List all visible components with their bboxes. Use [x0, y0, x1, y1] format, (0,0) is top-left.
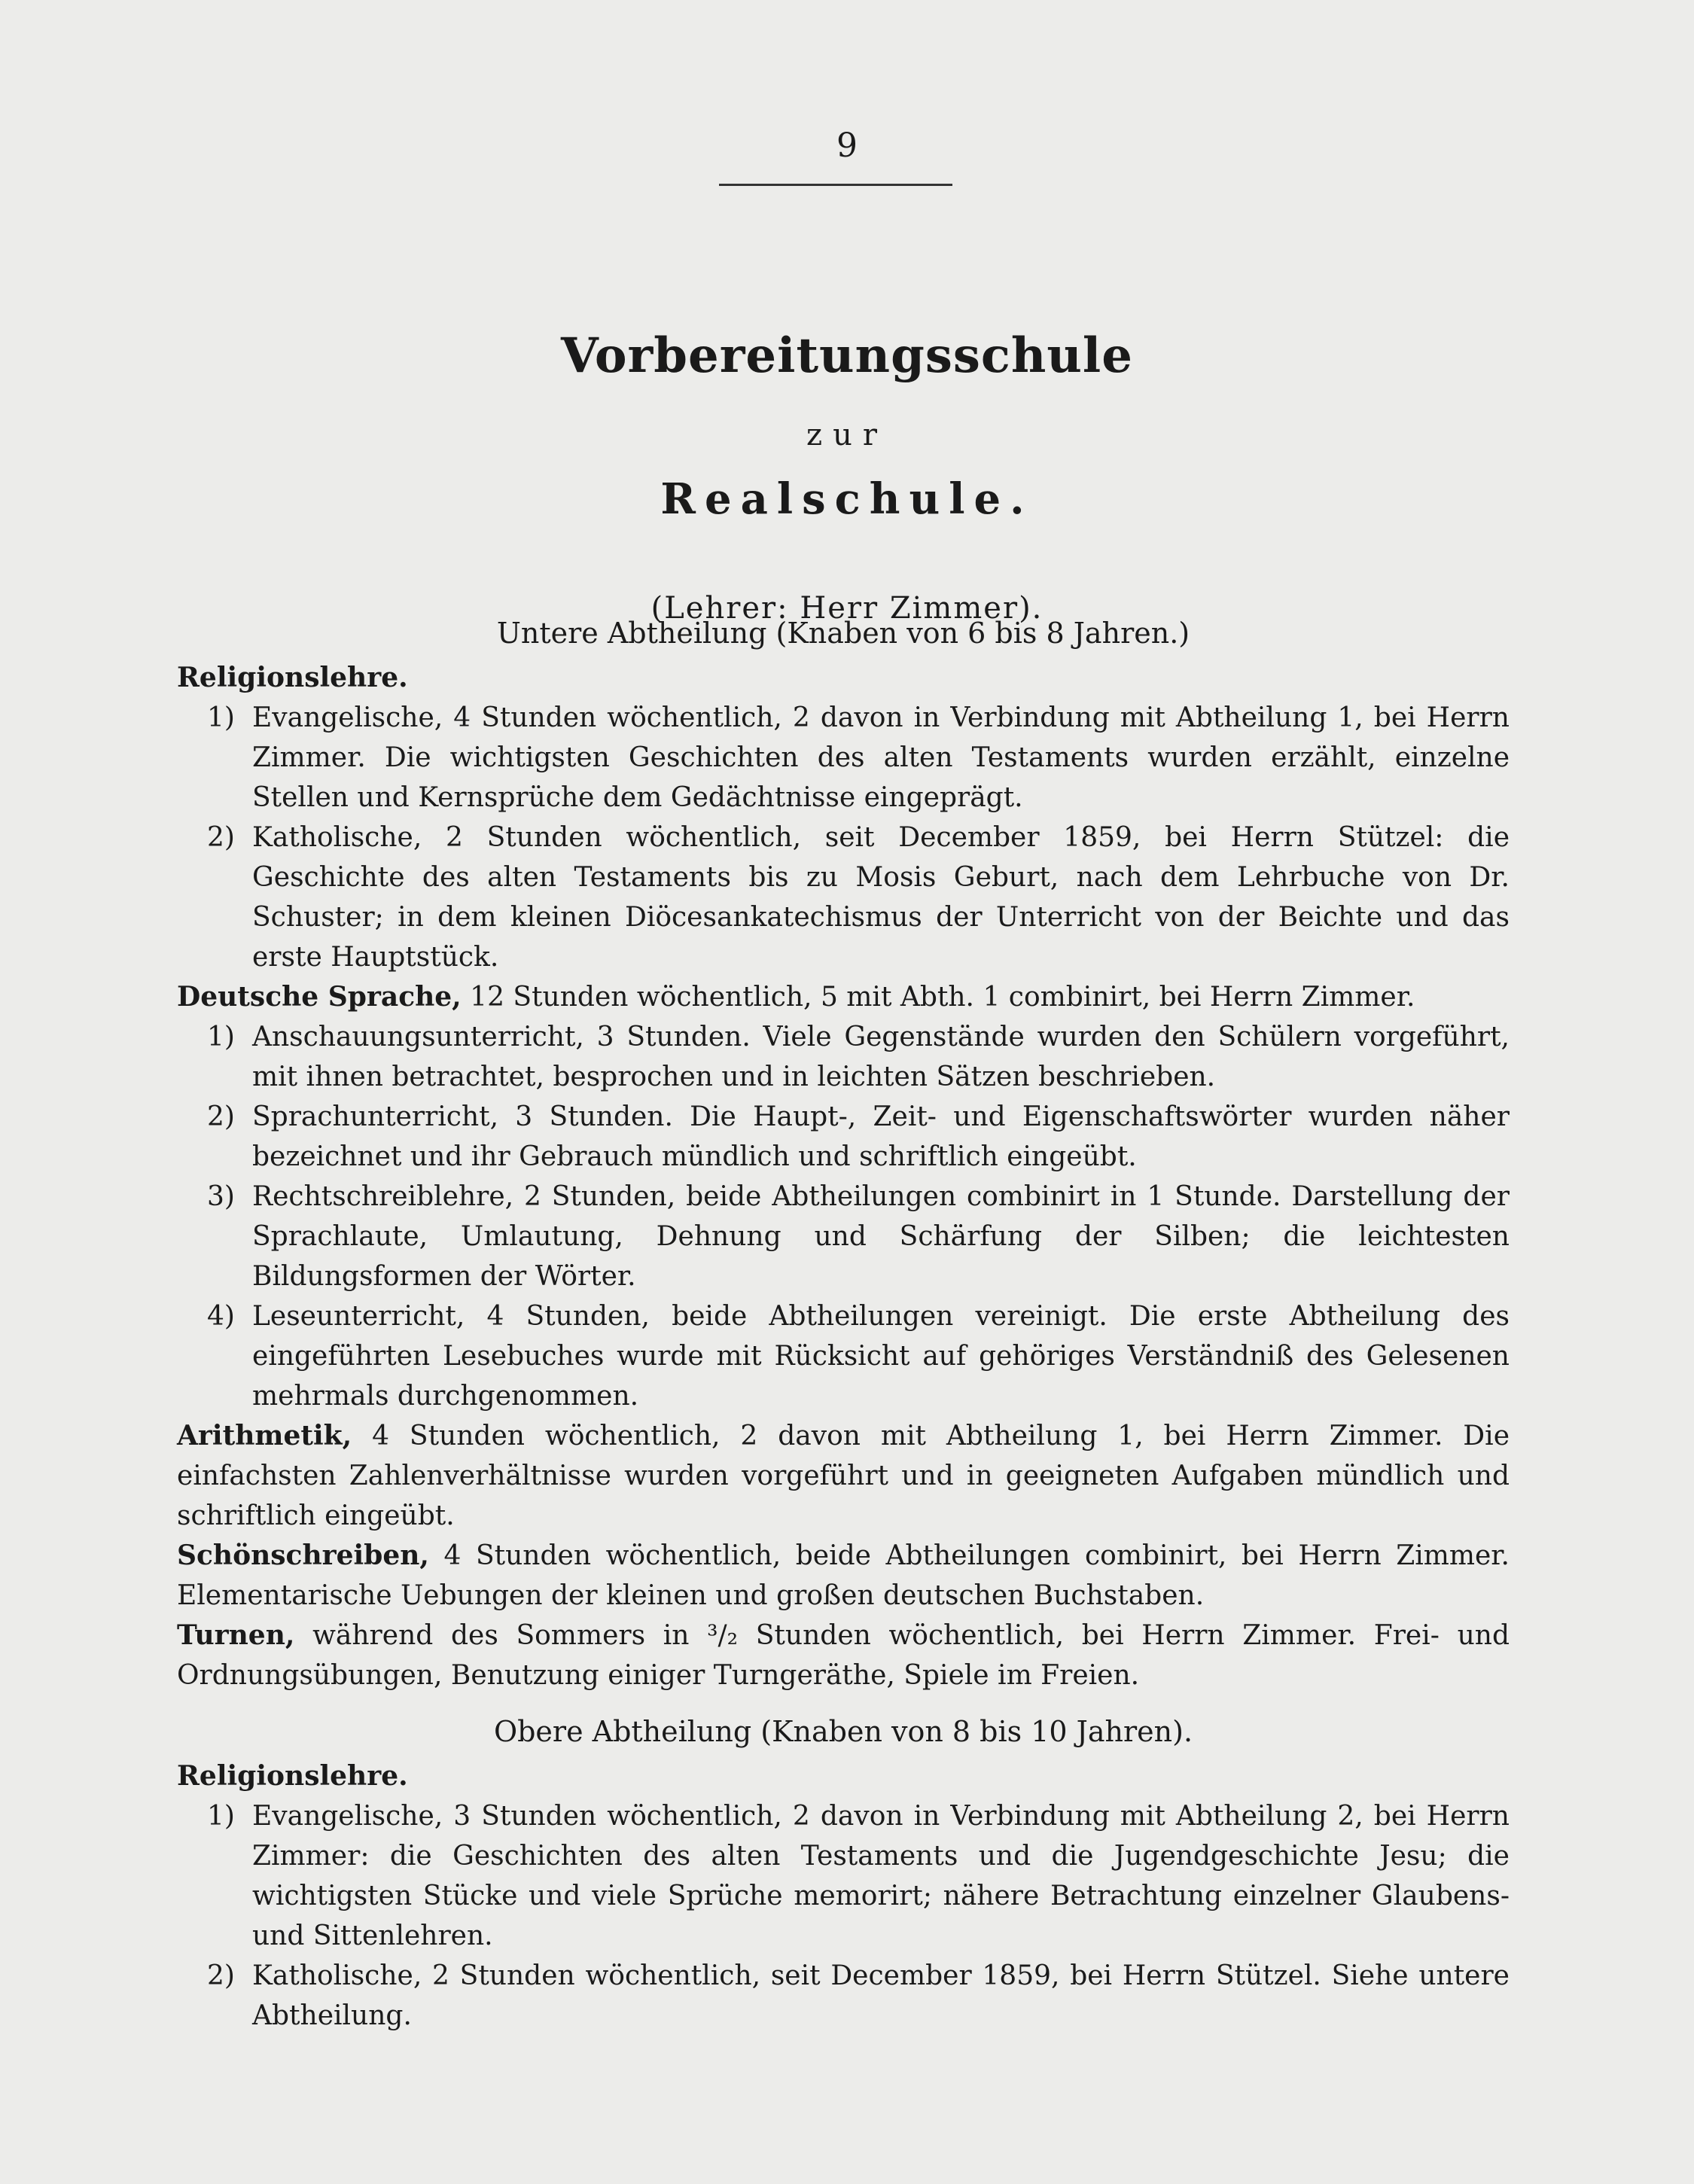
item-text: Evangelische, 3 Stunden wöchentlich, 2 davon in Verbindung mit Abtheilung 2, bei Herrn Zimmer: die Geschichten des alten Testaments und die Jugendgeschichte Jesu; die wichtigsten Stücke und viele Sprüche memorirt; nähere Betrachtung einzelner Glaubens- und Sittenlehren. [252, 1801, 1510, 1951]
item-number: 4) [207, 1301, 235, 1332]
teacher-line: (Lehrer: Herr Zimmer). [650, 591, 1044, 626]
subject-name: Arithmetik, [177, 1420, 352, 1451]
document-subtitle: Realschule. [660, 474, 1034, 524]
item-text: Leseunterricht, 4 Stunden, beide Abtheilungen vereinigt. Die erste Abtheilung des eingeführten Lesebuches wurde mit Rücksicht auf gehöriges Verständniß des Gelesenen mehrmals durchgenommen. [252, 1301, 1510, 1412]
list-item [177, 1796, 1510, 1956]
list-item [177, 1296, 1510, 1416]
item-number: 3) [207, 1181, 235, 1212]
item-text: Katholische, 2 Stunden wöchentlich, seit December 1859, bei Herrn Stützel: die Geschichte des alten Testaments bis zu Mosis Geburt, nach dem Lehrbuche von Dr. Schuster; in dem kleinen Diöcesankatechismus der Unterricht von der Beichte und das erste Hauptstück. [252, 822, 1510, 973]
item-text: Anschauungsunterricht, 3 Stunden. Viele Gegenstände wurden den Schülern vorgeführt, mit ihnen betrachtet, besprochen und in leichten Sätzen beschrieben. [252, 1022, 1510, 1092]
subject-paragraph-writing [177, 1536, 1510, 1616]
division-heading: Obere Abtheilung (Knaben von 8 bis 10 Jahren). [493, 1715, 1193, 1748]
item-text: Rechtschreiblehre, 2 Stunden, beide Abtheilungen combinirt in 1 Stunde. Darstellung der Sprachlaute, Umlautung, Dehnung und Schärfung der Silben; die leichtesten Bildungsformen der Wörter. [252, 1181, 1510, 1292]
list-item [177, 1097, 1510, 1177]
item-number: 1) [207, 1022, 235, 1052]
subject-paragraph-gymnastics [177, 1616, 1510, 1695]
subject-paragraph-german [177, 977, 1510, 1017]
page-number: 9 [836, 126, 858, 165]
section-heading-religion: Religionslehre. [177, 1760, 408, 1792]
subject-text: 4 Stunden wöchentlich, 2 davon mit Abtheilung 1, bei Herrn Zimmer. Die einfachsten Zahlenverhältnisse wurden vorgeführt und in geeigneten Aufgaben mündlich und schriftlich eingeübt. [177, 1421, 1510, 1531]
division-heading: Untere Abtheilung (Knaben von 6 bis 8 Jahren.) [496, 617, 1190, 650]
list-item [177, 1017, 1510, 1097]
item-text: Katholische, 2 Stunden wöchentlich, seit December 1859, bei Herrn Stützel. Siehe untere Abtheilung. [252, 1960, 1510, 2031]
item-number: 2) [207, 1101, 235, 1132]
list-item [177, 1956, 1510, 2036]
item-number: 2) [207, 822, 235, 853]
item-number: 1) [207, 1801, 235, 1832]
lower-division [177, 614, 1510, 2036]
subject-name: Deutsche Sprache, [177, 981, 462, 1013]
subject-name: Turnen, [177, 1619, 295, 1651]
title-connector: zur [806, 418, 888, 452]
item-text: Evangelische, 4 Stunden wöchentlich, 2 davon in Verbindung mit Abtheilung 1, bei Herrn Zimmer. Die wichtigsten Geschichten des alten Testaments wurden erzählt, einzelne Stellen und Kernsprüche dem Gedächtnisse eingeprägt. [252, 702, 1510, 813]
subject-paragraph-arithmetic [177, 1416, 1510, 1536]
subject-name: Schönschreiben, [177, 1540, 429, 1571]
subject-text: 4 Stunden wöchentlich, beide Abtheilungen combinirt, bei Herrn Zimmer. Elementarische Uebungen der kleinen und großen deutschen Buchstaben. [177, 1540, 1510, 1611]
subject-text: 12 Stunden wöchentlich, 5 mit Abth. 1 combinirt, bei Herrn Zimmer. [461, 982, 1415, 1013]
item-number: 1) [207, 702, 235, 733]
document-title: Vorbereitungsschule [561, 327, 1133, 384]
list-item [177, 818, 1510, 977]
list-item [177, 1177, 1510, 1296]
item-number: 2) [207, 1960, 235, 1991]
item-text: Sprachunterricht, 3 Stunden. Die Haupt-, Zeit- und Eigenschaftswörter wurden näher bezeichnet und ihr Gebrauch mündlich und schriftlich eingeübt. [252, 1101, 1510, 1172]
section-heading-religion: Religionslehre. [177, 662, 408, 693]
header-rule [719, 184, 952, 186]
list-item [177, 698, 1510, 818]
subject-text: während des Sommers in ³/₂ Stunden wöchentlich, bei Herrn Zimmer. Frei- und Ordnungsübungen, Benutzung einiger Turngeräthe, Spiele im Freien. [177, 1620, 1510, 1691]
